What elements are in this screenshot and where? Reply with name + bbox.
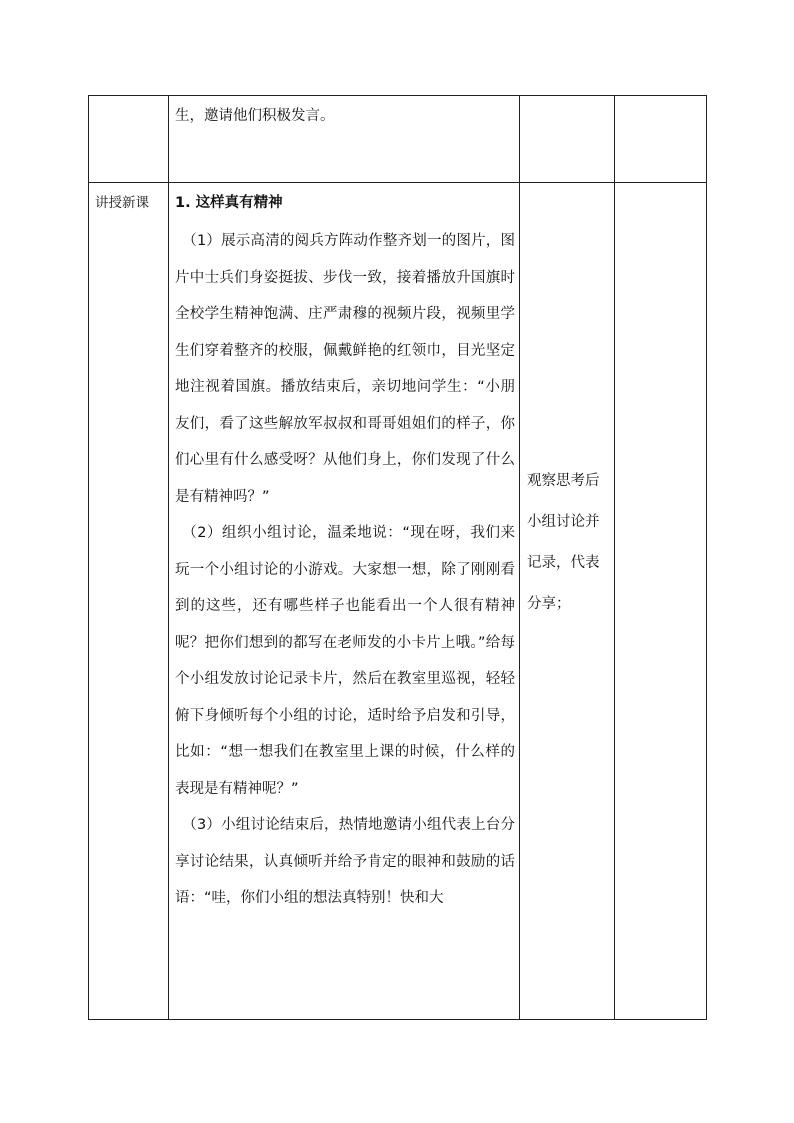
notes-cell-empty	[615, 96, 707, 183]
content-paragraph-2: （2）组织小组讨论，温柔地说：“现在呀，我们来玩一个小组讨论的小游戏。大家想一想，除了刚刚看到的这些，还有哪些样子也能看出一个人很有精神呢？把你们想到的都写在老师发的小卡片上哦。”给每个小组发放讨论记录卡片，然后在教室里巡视，轻轻俯下身倾听每个小组的讨论，适时给予启发和引导，比如：“想一想我们在教室里上课的时候，什么样的表现是有精神呢？”	[175, 525, 515, 797]
section-label: 讲授新课	[95, 195, 149, 211]
content-heading: 1. 这样真有精神	[175, 195, 283, 211]
content-paragraph-3: （3）小组讨论结束后，热情地邀请小组代表上台分享讨论结果，认真倾听并给予肯定的眼神和鼓励的话语：“哇，你们小组的想法真特别！快和大	[175, 817, 515, 906]
table-row	[89, 96, 707, 183]
student-activity-cell-empty	[520, 96, 615, 183]
student-activity-cell	[520, 183, 615, 1020]
content-cell	[169, 183, 520, 1020]
content-text: 生，邀请他们积极发言。	[175, 108, 335, 124]
content-cell	[169, 96, 520, 183]
table-row	[89, 183, 707, 1020]
content-paragraph-1: （1）展示高清的阅兵方阵动作整齐划一的图片，图片中士兵们身姿挺拔、步伐一致，接着播放升国旗时全校学生精神饱满、庄严肃穆的视频片段，视频里学生们穿着整齐的校服，佩戴鲜艳的红领巾，目光坚定地注视着国旗。播放结束后，亲切地问学生：“小朋友们，看了这些解放军叔叔和哥哥姐姐们的样子，你们心里有什么感受呀？从他们身上，你们发现了什么是有精神吗？”	[175, 233, 515, 505]
student-activity-text: 观察思考后小组讨论并记录，代表分享；	[527, 473, 600, 612]
section-cell	[89, 183, 169, 1020]
section-cell-empty	[89, 96, 169, 183]
teaching-content	[169, 183, 519, 917]
notes-cell-empty	[615, 183, 707, 1020]
lesson-plan-table	[88, 95, 707, 1020]
